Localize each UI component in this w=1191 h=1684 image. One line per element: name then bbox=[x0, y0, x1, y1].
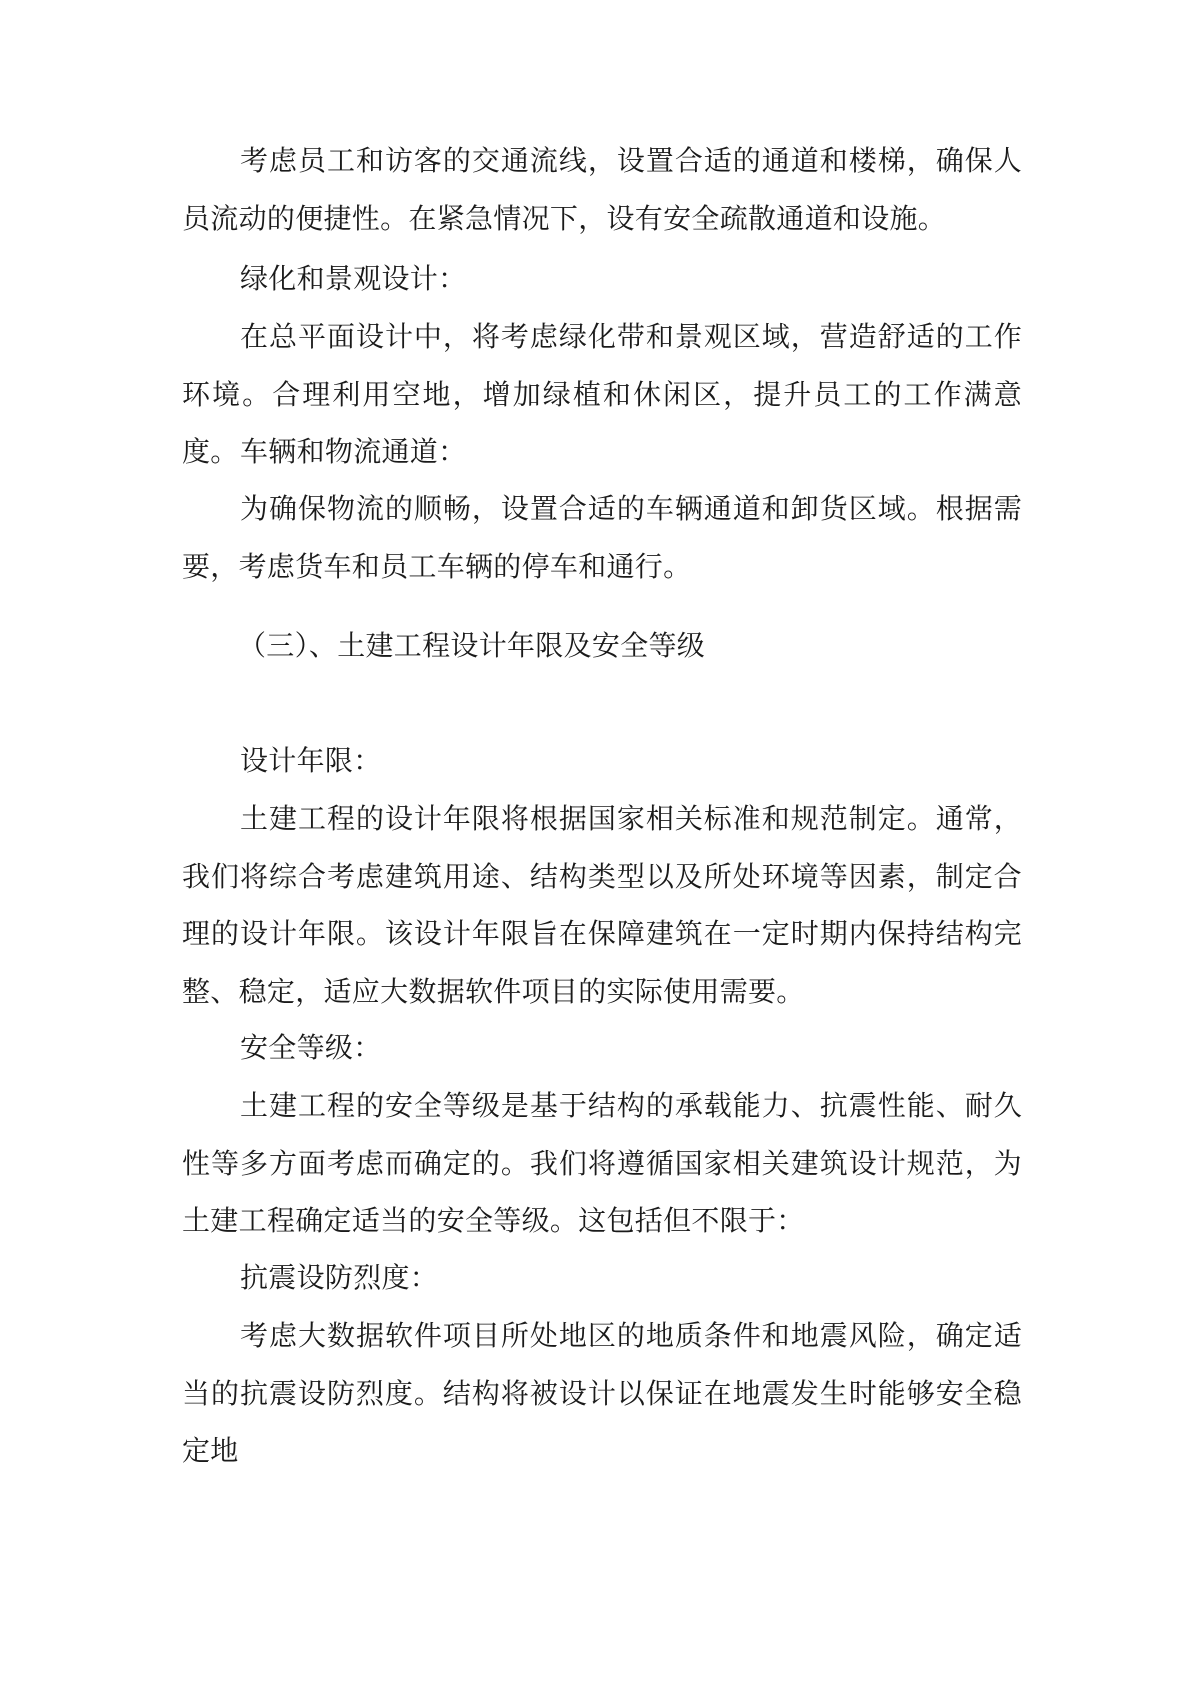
paragraph-design-life: 土建工程的设计年限将根据国家相关标准和规范制定。通常，我们将综合考虑建筑用途、结构类型以及所处环境等因素，制定合理的设计年限。该设计年限旨在保障建筑在一定时期内保持结构完整、稳定，适应大数据软件项目的实际使用需要。 bbox=[182, 802, 1022, 1008]
paragraph-vehicles: 为确保物流的顺畅，设置合适的车辆通道和卸货区域。根据需要，考虑货车和员工车辆的停车和通行。 bbox=[182, 492, 1022, 583]
paragraph-safety-level: 土建工程的安全等级是基于结构的承载能力、抗震性能、耐久性等多方面考虑而确定的。我们将遵循国家相关建筑设计规范，为土建工程确定适当的安全等级。这包括但不限于： bbox=[182, 1089, 1022, 1237]
subheading-safety-level: 安全等级： bbox=[240, 1031, 382, 1064]
section-heading: （三）、土建工程设计年限及安全等级 bbox=[238, 629, 706, 662]
subheading-vehicles: 车辆和物流通道： bbox=[240, 435, 467, 468]
subheading-seismic: 抗震设防烈度： bbox=[240, 1261, 439, 1294]
paragraph-seismic: 考虑大数据软件项目所处地区的地质条件和地震风险，确定适当的抗震设防烈度。结构将被设计以保证在地震发生时能够安全稳定地 bbox=[182, 1319, 1022, 1467]
subheading-greening: 绿化和景观设计： bbox=[240, 262, 467, 295]
paragraph-traffic-flow: 考虑员工和访客的交通流线，设置合适的通道和楼梯，确保人员流动的便捷性。在紧急情况下，设有安全疏散通道和设施。 bbox=[182, 144, 1022, 235]
subheading-design-life: 设计年限： bbox=[240, 744, 382, 777]
paragraph-greening: 在总平面设计中，将考虑绿化带和景观区域，营造舒适的工作环境。合理利用空地，增加绿植和休闲区，提升员工的工作满意度。 bbox=[182, 320, 1022, 468]
